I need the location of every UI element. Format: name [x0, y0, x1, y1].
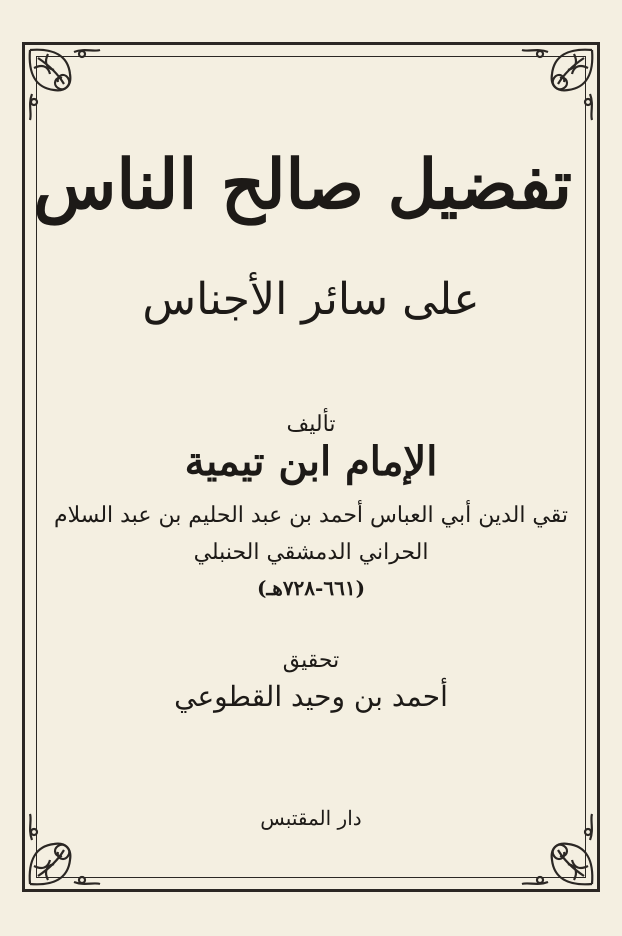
book-subtitle: على سائر الأجناس	[142, 274, 480, 325]
floral-corner-ornament-icon	[24, 44, 108, 128]
editor-label: تحقيق	[282, 648, 340, 673]
author-name: الإمام ابن تيمية	[184, 438, 438, 485]
author-dates: (٦٦١-٧٢٨هـ)	[256, 576, 366, 600]
editor-name: أحمد بن وحيد القطوعي	[174, 680, 448, 713]
authorship-label: تأليف	[286, 412, 336, 437]
book-title: تفضيل صالح الناس	[33, 145, 572, 225]
publisher-name: دار المقتبس	[260, 806, 362, 830]
floral-corner-ornament-icon	[514, 44, 598, 128]
author-full-name-line2: الحراني الدمشقي الحنبلي	[193, 540, 429, 565]
author-full-name-line1: تقي الدين أبي العباس أحمد بن عبد الحليم بن عبد السلام	[53, 503, 569, 528]
